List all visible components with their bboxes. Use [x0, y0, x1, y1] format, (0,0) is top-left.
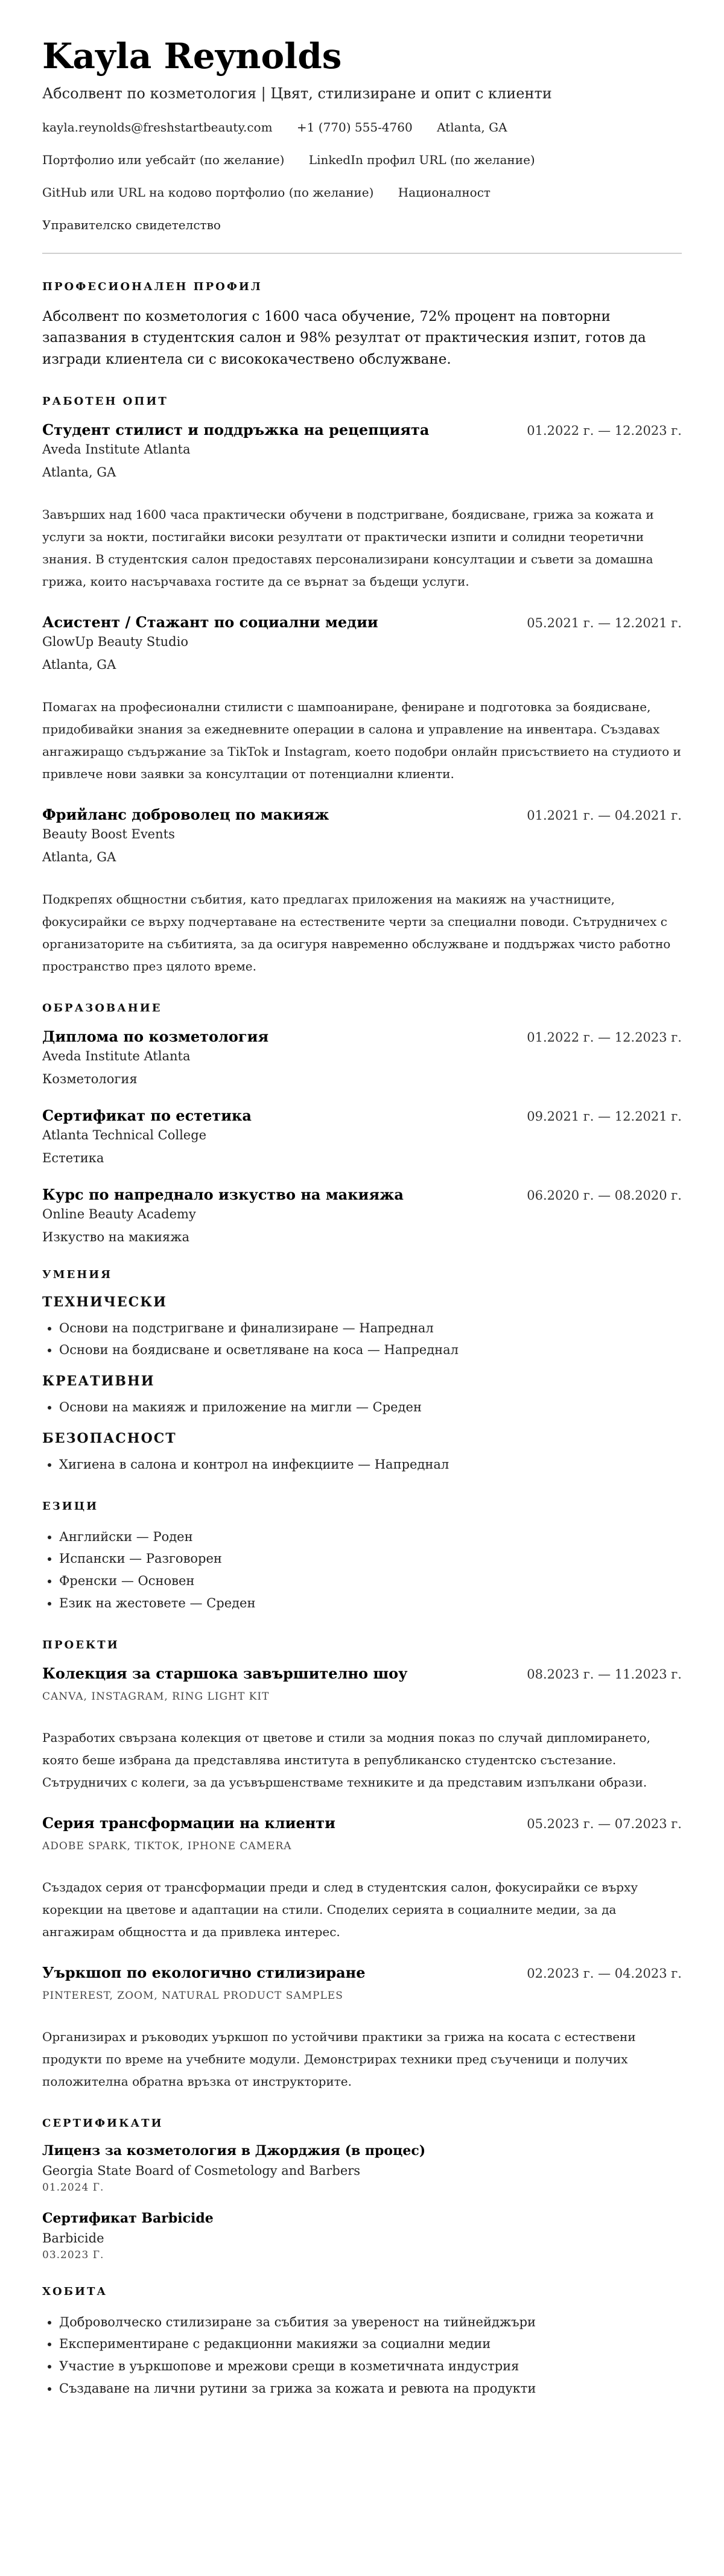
headline: Абсолвент по козметология | Цвят, стилизиране и опит с клиенти — [42, 84, 552, 102]
language-item: • Испански — Разговорен — [59, 1548, 682, 1570]
contact-row-license — [42, 217, 682, 233]
project-description: Разработих свързана колекция от цветове и стили за модния показ по случай дипломирането, която беше избрана да представлява института в републиканско студентско състезание. Сътрудничих с колеги, за да усъвършенстваме техниките и да представим изпълкани образи. — [42, 1730, 650, 1790]
project-title: Колекция за старшока завършително шоу — [42, 1664, 408, 1682]
hobbies-section — [42, 2285, 682, 2400]
languages-section — [42, 1500, 682, 1615]
profile-summary: Абсолвент по козметология с 1600 часа обучение, 72% процент на повторни запазвания в студентския салон и 98% резултат от практическия изпит, готов да изгради клиентела си с висококачествено обслужване. — [42, 308, 646, 367]
entry-header — [42, 421, 682, 438]
project-dates: 08.2023 г. — 11.2023 г. — [527, 1666, 682, 1682]
job-dates: 05.2021 г. — 12.2021 г. — [527, 615, 682, 630]
entry-header — [42, 613, 682, 631]
project-description: Организирах и ръководих уъркшоп по устойчиви практики за грижа на косата с естествени продукти по време на учебните модули. Демонстрирах техники пред съученици и получих положителна обратна връзка от инструкторите. — [42, 2029, 636, 2089]
skill-group-title: БЕЗОПАСНОСТ — [42, 1430, 177, 1446]
entry-header — [42, 1665, 682, 1682]
certificate-title: Сертификат Barbicide — [42, 2210, 214, 2226]
project-tools: ADOBE SPARK, TIKTOK, IPHONE CAMERA — [42, 1840, 292, 1852]
skill-group — [42, 1431, 682, 1476]
job-location: Atlanta, GA — [42, 657, 116, 672]
skill-item: • Основи на боядисване и осветляване на коса — Напреднал — [59, 1339, 682, 1361]
job-title: Фрийланс доброволец по макияж — [42, 805, 329, 823]
education-entry — [42, 1186, 682, 1244]
contact-row-links — [42, 151, 682, 168]
entry-header — [42, 1186, 682, 1203]
job-dates: 01.2022 г. — 12.2023 г. — [527, 423, 682, 438]
education-dates: 09.2021 г. — 12.2021 г. — [527, 1109, 682, 1124]
project-title: Серия трансформации на клиенти — [42, 1814, 335, 1832]
job-dates: 01.2021 г. — 04.2021 г. — [527, 808, 682, 823]
contact-row-primary — [42, 119, 682, 136]
experience-section — [42, 395, 682, 978]
field-of-study: Козметология — [42, 1071, 138, 1086]
language-list — [42, 1526, 682, 1615]
field-of-study: Естетика — [42, 1150, 104, 1165]
school-name: Atlanta Technical College — [42, 1127, 207, 1142]
project-dates: 05.2023 г. — 07.2023 г. — [527, 1816, 682, 1831]
experience-entry — [42, 806, 682, 978]
hobby-list — [42, 2311, 682, 2400]
section-title-projects: ПРОЕКТИ — [42, 1638, 119, 1651]
degree-title: Курс по напреднало изкуство на макияжа — [42, 1185, 404, 1203]
education-entry — [42, 1028, 682, 1086]
phone-number: +1 (770) 555-4760 — [296, 119, 413, 134]
location: Atlanta, GA — [437, 119, 507, 134]
project-title: Уъркшоп по екологично стилизиране — [42, 1963, 366, 1981]
education-dates: 01.2022 г. — 12.2023 г. — [527, 1030, 682, 1045]
skill-group — [42, 1373, 682, 1419]
certificate-title: Лиценз за козметология в Джорджия (в процес) — [42, 2142, 426, 2159]
certificate-issuer: Georgia State Board of Cosmetology and Barbers — [42, 2163, 361, 2178]
certificates-section — [42, 2117, 682, 2261]
skill-group-title: КРЕАТИВНИ — [42, 1373, 155, 1390]
driving-license: Управителско свидетелство — [42, 217, 221, 232]
project-entry — [42, 1814, 682, 1943]
entry-header — [42, 1814, 682, 1832]
nationality: Националност — [398, 185, 491, 200]
section-title-education: ОБРАЗОВАНИЕ — [42, 1001, 162, 1014]
header-divider — [42, 253, 682, 254]
certificate-entry — [42, 2210, 682, 2261]
skill-group — [42, 1294, 682, 1362]
section-title-certificates: СЕРТИФИКАТИ — [42, 2116, 164, 2130]
section-title-profile: ПРОФЕСИОНАЛЕН ПРОФИЛ — [42, 280, 262, 293]
certificate-date: 01.2024 Г. — [42, 2181, 104, 2194]
degree-title: Диплома по козметология — [42, 1027, 269, 1045]
section-title-experience: РАБОТЕН ОПИТ — [42, 394, 168, 408]
skill-list — [42, 1454, 682, 1476]
entry-header — [42, 806, 682, 823]
skill-group-title: ТЕХНИЧЕСКИ — [42, 1294, 167, 1310]
job-title: Асистент / Стажант по социални медии — [42, 613, 378, 631]
job-description: Завърших над 1600 часа практически обучени в подстригване, боядисване, грижа за кожата и услуги за нокти, постигайки високи резултати от практически изпити и солидни теоретични знания. В студентския салон предоставях персонализирани консултации и съвети за домашна грижа, които насърчаваха гостите да се върнат за бъдещи услуги. — [42, 507, 654, 589]
project-entry — [42, 1665, 682, 1794]
project-tools: CANVA, INSTAGRAM, RING LIGHT KIT — [42, 1690, 270, 1703]
education-dates: 06.2020 г. — 08.2020 г. — [527, 1188, 682, 1203]
job-description: Помагах на професионални стилисти с шампоаниране, фениране и подготовка за боядисване, придобивайки знания за ежедневните операции в салона и управление на инвентара. Създавах ангажиращо съдържание за TikTok и Instagram, което подобри онлайн присъствието на студиото и привлече нови заявки за консултации от потенциални клиенти. — [42, 699, 681, 781]
hobby-item: • Доброволческо стилизиране за събития за увереност на тийнейджъри — [59, 2311, 682, 2334]
hobby-item: • Участие в уъркшопове и мрежови срещи в козметичната индустрия — [59, 2355, 682, 2378]
experience-entry — [42, 421, 682, 593]
employer: GlowUp Beauty Studio — [42, 634, 188, 649]
project-description: Създадох серия от трансформации преди и след в студентския салон, фокусирайки се върху корекции на цветове и адаптации на стили. Споделих серията в социалните медии, за да ангажирам общността и да привлека интерес. — [42, 1879, 638, 1939]
entry-header — [42, 1964, 682, 1981]
section-title-hobbies: ХОБИТА — [42, 2285, 108, 2298]
job-location: Atlanta, GA — [42, 849, 116, 864]
profile-section — [42, 280, 682, 371]
skill-item: • Основи на макияж и приложение на мигли — Среден — [59, 1396, 682, 1419]
portfolio-link[interactable]: Портфолио или уебсайт (по желание) — [42, 152, 285, 167]
skill-item: • Основи на подстригване и финализиране — Напреднал — [59, 1317, 682, 1340]
experience-entry — [42, 613, 682, 785]
certificate-entry — [42, 2143, 682, 2194]
language-item: • Английски — Роден — [59, 1526, 682, 1548]
certificate-issuer: Barbicide — [42, 2230, 104, 2245]
contact-row-extra — [42, 184, 682, 201]
candidate-name: Kayla Reynolds — [42, 36, 342, 77]
language-item: • Език на жестовете — Среден — [59, 1592, 682, 1615]
hobby-item: • Създаване на лични рутини за грижа за кожата и ревюта на продукти — [59, 2378, 682, 2400]
section-title-skills: УМЕНИЯ — [42, 1268, 113, 1281]
project-tools: PINTEREST, ZOOM, NATURAL PRODUCT SAMPLES — [42, 1989, 343, 2002]
entry-header — [42, 1107, 682, 1124]
skill-list — [42, 1317, 682, 1362]
education-entry — [42, 1107, 682, 1165]
project-entry — [42, 1964, 682, 2093]
job-description: Подкрепях общностни събития, като предлагах приложения на макияж на участниците, фокусирайки се върху подчертаване на естествените черти за специални поводи. Сътрудничех с организаторите на събитията, за да осигуря навременно обслужване и поддържах чисто работно пространство през цялото време. — [42, 891, 671, 973]
section-title-languages: ЕЗИЦИ — [42, 1499, 99, 1513]
employer: Beauty Boost Events — [42, 826, 175, 841]
linkedin-link[interactable]: LinkedIn профил URL (по желание) — [308, 152, 535, 167]
certificate-date: 03.2023 Г. — [42, 2248, 104, 2261]
entry-header — [42, 1028, 682, 1045]
field-of-study: Изкуство на макияжа — [42, 1229, 190, 1244]
job-location: Atlanta, GA — [42, 464, 116, 479]
github-link[interactable]: GitHub или URL на кодово портфолио (по желание) — [42, 185, 374, 200]
school-name: Aveda Institute Atlanta — [42, 1048, 191, 1063]
skills-section — [42, 1268, 682, 1476]
employer: Aveda Institute Atlanta — [42, 441, 191, 457]
projects-section — [42, 1639, 682, 2093]
hobby-item: • Експериментиране с редакционни макияжи за социални медии — [59, 2333, 682, 2355]
school-name: Online Beauty Academy — [42, 1206, 196, 1221]
project-dates: 02.2023 г. — 04.2023 г. — [527, 1966, 682, 1981]
education-section — [42, 1002, 682, 1244]
job-title: Студент стилист и поддръжка на рецепцията — [42, 420, 430, 438]
language-item: • Френски — Основен — [59, 1570, 682, 1592]
skill-item: • Хигиена в салона и контрол на инфекциите — Напреднал — [59, 1454, 682, 1476]
resume-header — [42, 36, 682, 233]
degree-title: Сертификат по естетика — [42, 1106, 252, 1124]
skill-list — [42, 1396, 682, 1419]
email-link[interactable]: kayla.reynolds@freshstartbeauty.com — [42, 119, 273, 134]
